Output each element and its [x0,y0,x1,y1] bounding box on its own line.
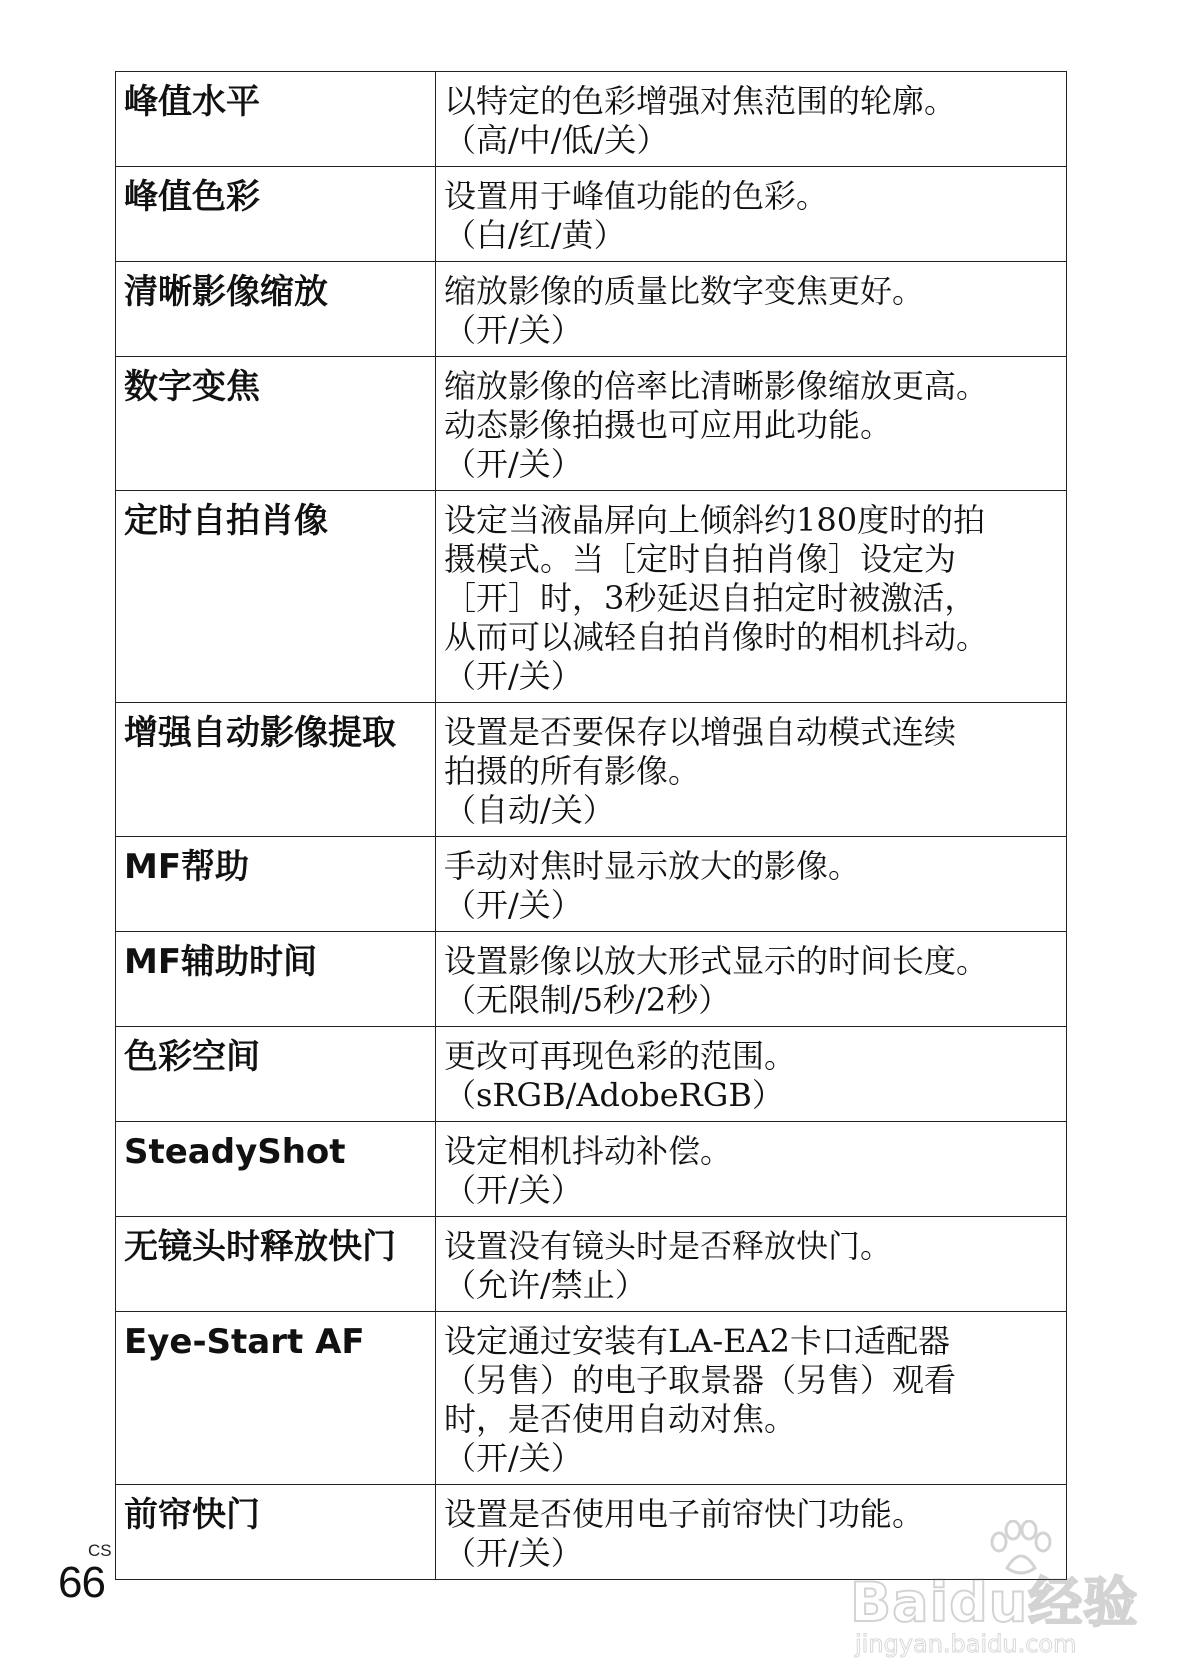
setting-name: SteadyShot [116,1122,436,1217]
description-line: （自动/关） [444,791,615,829]
setting-description [436,1217,1067,1312]
watermark-url: jingyan.baidu.com [855,1630,1077,1658]
setting-name: 峰值色彩 [116,167,436,262]
description-line: 设定当液晶屏向上倾斜约180度时的拍 [444,501,986,539]
table-row [116,932,1067,1027]
description-line: （开/关） [444,445,583,483]
description-line: 动态影像拍摄也可应用此功能。 [444,406,893,444]
watermark-logo: Baidu经验 [850,1571,1139,1634]
description-line: 拍摄的所有影像。 [444,752,701,790]
setting-description [436,1312,1067,1485]
description-line: 摄模式。当［定时自拍肖像］设定为 [444,540,957,578]
setting-description [436,491,1067,703]
setting-description [436,357,1067,491]
description-line: 手动对焦时显示放大的影像。 [444,847,861,885]
description-line: 缩放影像的质量比数字变焦更好。 [444,272,925,310]
settings-table-body [116,72,1067,1580]
description-line: 设置影像以放大形式显示的时间长度。 [444,942,989,980]
description-line: （开/关） [444,1439,583,1477]
description-line: 设置没有镜头时是否释放快门。 [444,1227,893,1265]
description-line: 设置是否使用电子前帘快门功能。 [444,1495,925,1533]
setting-name: MF帮助 [116,837,436,932]
page-language-code: CS [88,1541,112,1560]
setting-description [436,1027,1067,1122]
description-line: 以特定的色彩增强对焦范围的轮廓。 [444,82,957,120]
table-row [116,167,1067,262]
description-line: （开/关） [444,886,583,924]
setting-name: 前帘快门 [116,1485,436,1580]
description-line: （sRGB/AdobeRGB） [444,1076,784,1114]
description-line: 设置是否要保存以增强自动模式连续 [444,713,957,751]
setting-description [436,1122,1067,1217]
description-line: 设置用于峰值功能的色彩。 [444,177,829,215]
table-row [116,703,1067,837]
description-line: （开/关） [444,1534,583,1572]
settings-table [115,71,1067,1580]
table-row [116,1217,1067,1312]
setting-description [436,72,1067,167]
table-row [116,357,1067,491]
setting-name: 无镜头时释放快门 [116,1217,436,1312]
setting-name: 定时自拍肖像 [116,491,436,703]
table-row [116,1312,1067,1485]
description-line: （高/中/低/关） [444,121,669,159]
setting-description [436,703,1067,837]
setting-name: 色彩空间 [116,1027,436,1122]
table-row [116,491,1067,703]
setting-name: 数字变焦 [116,357,436,491]
description-line: 缩放影像的倍率比清晰影像缩放更高。 [444,367,989,405]
description-line: （无限制/5秒/2秒） [444,981,731,1019]
description-line: 更改可再现色彩的范围。 [444,1037,797,1075]
description-line: （开/关） [444,311,583,349]
setting-name: Eye-Start AF [116,1312,436,1485]
description-line: （开/关） [444,657,583,695]
description-line: （开/关） [444,1171,583,1209]
description-line: （允许/禁止） [444,1266,647,1304]
table-row [116,1122,1067,1217]
page-number: 66 [58,1558,105,1607]
description-line: （另售）的电子取景器（另售）观看 [444,1361,957,1399]
table-row [116,837,1067,932]
table-row [116,1027,1067,1122]
table-row [116,262,1067,357]
setting-name: 增强自动影像提取 [116,703,436,837]
description-line: ［开］时，3秒延迟自拍定时被激活， [444,579,977,617]
setting-name: MF辅助时间 [116,932,436,1027]
setting-description [436,262,1067,357]
description-line: 时，是否使用自动对焦。 [444,1400,797,1438]
setting-description [436,837,1067,932]
description-line: 设定通过安装有LA-EA2卡口适配器 [444,1322,951,1360]
baidu-jingyan-watermark [850,1520,1170,1670]
description-line: （白/红/黄） [444,216,626,254]
table-row [116,72,1067,167]
setting-name: 清晰影像缩放 [116,262,436,357]
description-line: 设定相机抖动补偿。 [444,1132,733,1170]
setting-name: 峰值水平 [116,72,436,167]
setting-description [436,932,1067,1027]
setting-description [436,167,1067,262]
description-line: 从而可以减轻自拍肖像时的相机抖动。 [444,618,989,656]
